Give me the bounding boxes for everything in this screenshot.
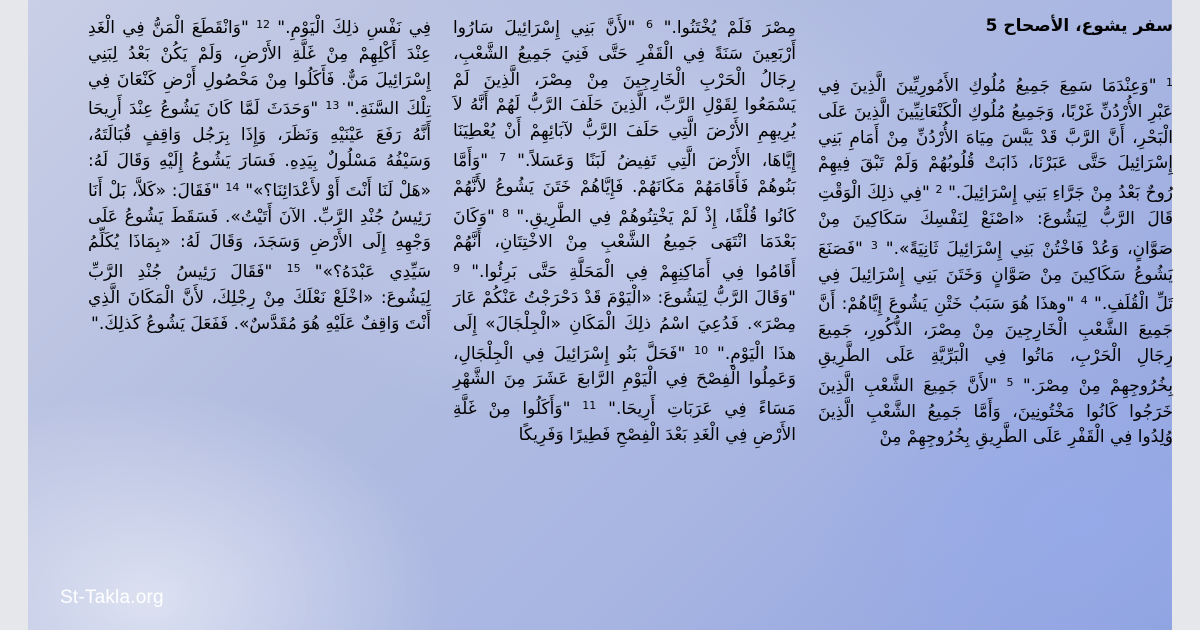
verse-number: 1	[1166, 76, 1173, 89]
verse-text: "وَعِنْدَمَا سَمِعَ جَمِيعُ مُلُوكِ الأَمُورِيِّينَ الَّذِينَ فِي عَبْرِ الأُرْدُنِّ غَرْبًا، وَجَمِيعُ مُلُوكِ الْكَنْعَانِيِّينَ الَّذِينَ عَلَى الْبَحْرِ، أَنَّ الرَّبَّ قَدْ يَبَّسَ مِيَاهَ الأُرْدُنِّ مِنْ أَمَامِ بَنِي إِسْرَائِيلَ حَتَّى عَبَرْنَا، ذَابَتْ قُلُوبُهُمْ وَلَمْ تَبْقَ فِيهِمْ رُوحٌ بَعْدُ مِنْ جَرَّاءِ بَنِي إِسْرَائِيلَ."	[818, 76, 1173, 204]
verse-number: 4	[1080, 294, 1088, 308]
chapter-title: سفر يشوع، الأصحاح 5	[985, 16, 1173, 36]
verse-number: 13	[325, 99, 340, 113]
verse-text: "فَقَالَ رَئِيسُ جُنْدِ الرَّبِّ لِيَشُوعَ: «اخْلَعْ نَعْلَكَ مِنْ رِجْلِكَ، لأَنَّ الْمَكَانَ الَّذِي أَنْتَ وَاقِفٌ عَلَيْهِ هُوَ مُقَدَّسٌ». فَفَعَلَ يَشُوعُ كَذلِكَ."	[88, 262, 431, 334]
verse-text: "وَكَانَ بَعْدَمَا انْتَهَى جَمِيعُ الشَّعْبِ مِنْ الاخْتِتَانِ، أَنَّهُمْ أَقَامُوا فِي أَمَاكِنِهِمْ فِي الْمَحَلَّةِ حَتَّى بَرِئُوا."	[453, 206, 796, 283]
verse-text: "وَحَدَثَ لَمَّا كَانَ يَشُوعُ عِنْدَ أَرِيحَا أَنَّهُ رَفَعَ عَيْنَيْهِ وَنَظَرَ، وَإِذَا بِرَجُل وَاقِفٍ قُبَالَتَهُ، وَسَيْفُهُ مَسْلُولٌ بِيَدِهِ. فَسَارَ يَشُوعُ إِلَيْهِ وَقَالَ لَهُ: «هَلْ لَنَا أَنْتَ أَوْ لأَعْدَائِنَا؟»"	[88, 99, 431, 201]
verse-number: 6	[646, 18, 654, 31]
verse-card	[28, 0, 1172, 630]
verse-text: "وَقَالَ الرَّبُّ لِيَشُوعَ: «الْيَوْمَ قَدْ دَحْرَجْتُ عَنْكُمْ عَارَ مِصْرَ». فَدُعِيَ اسْمُ ذلِكَ الْمَكَانِ «الْجِلْجَالَ» إِلَى هذَا الْيَوْمِ."	[453, 287, 796, 364]
verse-text: "لأَنَّ جَمِيعَ الشَّعْبِ الَّذِينَ خَرَجُوا كَانُوا مَخْتُونِينَ، وَأَمَّا جَمِيعُ الشَّعْبِ الَّذِينَ وُلِدُوا فِي الْقَفْرِ عَلَى الطَّرِيقِ بِخُرُوجِهِمْ مِنْ	[818, 375, 1173, 448]
verse-number: 10	[694, 343, 709, 357]
verse-text: "وَأَمَّا بَنُوهُمْ فَأَقَامَهُمْ مَكَانَهُمْ. فَإِيَّاهُمْ خَتَنَ يَشُوعُ لأَنَّهُمْ كَانُوا قُلْفًا، إِذْ لَمْ يَخْتِنُوهُمْ فِي الطَّرِيقِ."	[453, 150, 796, 227]
verse-text: "فَقَالَ: «كَلاَّ، بَلْ أَنَا رَئِيسُ جُنْدِ الرَّبِّ. الآنَ أَتَيْتُ». فَسَقَطَ يَشُوعُ عَلَى وَجْهِهِ إِلَى الأَرْضِ وَسَجَدَ، وَقَالَ لَهُ: «بِمَاذَا يُكَلِّمُ سَيِّدِي عَبْدَهُ؟»"	[88, 180, 431, 283]
verse	[653, 18, 796, 38]
verse	[270, 18, 431, 38]
verse-text: "فَصَنَعَ يَشُوعُ سَكَاكِينَ مِنْ صَوَّانٍ وَخَتَنَ بَنِي إِسْرَائِيلَ فِي تَلِّ الْقُلَفِ."	[818, 238, 1173, 315]
text-column-middle	[453, 12, 796, 449]
verse-number: 11	[582, 399, 597, 413]
verse-number: 5	[1006, 375, 1014, 389]
verse-text: "وَانْقَطَعَ الْمَنُّ فِي الْغَدِ عِنْدَ أَكْلِهِمْ مِنْ غَلَّةِ الأَرْضِ، وَلَمْ يَكُنْ بَعْدُ لِبَنِي إِسْرَائِيلَ مَنٌّ. فَأَكَلُوا مِنْ مَحْصُولِ أَرْضِ كَنْعَانَ فِي تِلْكَ السَّنَةِ."	[88, 18, 432, 120]
verse-text: "وهذَا هُوَ سَبَبُ خَتْنِ يَشُوعَ إِيَّاهُمْ: أَنَّ جَمِيعَ الشَّعْبِ الْخَارِجِينَ مِنْ مِصْرَ، الذُّكُورِ، جَمِيعَ رِجَالِ الْحَرْبِ، مَاتُوا فِي الْبَرِّيَّةِ عَلَى الطَّرِيقِ بِخُرُوجِهِمْ مِنْ مِصْرَ."	[818, 294, 1174, 396]
verse-number: 3	[870, 238, 878, 252]
verse-number: 12	[256, 18, 271, 31]
verse-number: 14	[225, 180, 240, 194]
verse-number: 7	[499, 150, 507, 164]
verse	[453, 18, 796, 171]
text-column-left	[88, 12, 431, 338]
verse-text: "لأَنَّ بَنِي إِسْرَائِيلَ سَارُوا أَرْبَعِينَ سَنَةً فِي الْقَفْرِ حَتَّى فَنِيَ جَمِيعُ الشَّعْبِ، رِجَالُ الْحَرْبِ الْخَارِجِينَ مِنْ مِصْرَ، الَّذِينَ لَمْ يَسْمَعُوا لِقَوْلِ الرَّبِّ، الَّذِينَ حَلَفَ الرَّبُّ لَهُمْ أَنَّهُ لاَ يُرِيهِمِ الأَرْضَ الَّتِي حَلَفَ الرَّبُّ لآبَائِهِمْ أَنْ يُعْطِيَنَا إِيَّاهَا، الأَرْضَ الَّتِي تَفِيضُ لَبَنًا وَعَسَلاً."	[453, 18, 796, 171]
verse-text: "فَحَلَّ بَنُو إِسْرَائِيلَ فِي الْجِلْجَالِ، وَعَمِلُوا الْفِصْحَ فِي الْيَوْمِ الرَّابعَ عَشَرَ مِنَ الشَّهْرِ مَسَاءً فِي عَرَبَاتِ أَرِيحَا."	[453, 343, 796, 420]
verse-text: "وَأَكَلُوا مِنْ غَلَّةِ الأَرْضِ فِي الْغَدِ بَعْدَ الْفِصْحِ فَطِيرًا وَفَرِيكًا	[453, 399, 796, 445]
site-watermark: St-Takla.org	[60, 587, 164, 608]
verse-text: فِي نَفْسِ ذلِكَ الْيَوْمِ."	[270, 18, 431, 38]
verse-number: 2	[935, 183, 943, 197]
verse-number: 15	[286, 262, 301, 276]
verse-number: 8	[502, 206, 510, 220]
verse-text: "فِي ذلِكَ الْوَقْتِ قَالَ الرَّبُّ لِيَشُوعَ: «اصْنَعْ لِنَفْسِكَ سَكَاكِينَ مِنْ صَوَّانٍ، وَعُدْ فَاخْتُنْ بَنِي إِسْرَائِيلَ ثَانِيَةً»."	[818, 183, 1173, 259]
text-column-right	[818, 12, 1173, 451]
verse-number: 9	[453, 262, 460, 276]
verse-text: مِصْرَ فَلَمْ يُخْتَنُوا."	[653, 18, 796, 38]
